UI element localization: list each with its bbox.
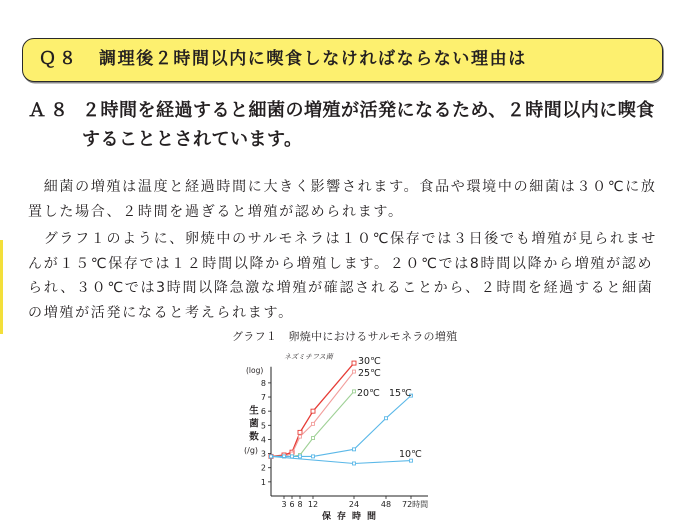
series-label-25c: 25℃ bbox=[358, 368, 381, 379]
data-point-25c bbox=[353, 370, 356, 373]
x-tick-label: 12 bbox=[307, 500, 319, 509]
series-label-10c: 10℃ bbox=[399, 449, 422, 460]
margin-marker bbox=[0, 240, 3, 334]
data-point-25c bbox=[312, 422, 315, 425]
answer-line: することとされています。 bbox=[82, 129, 303, 150]
body-line: 置した場合、２時間を過ぎると増殖が認められます。 bbox=[28, 204, 404, 220]
y-tick-label: 5 bbox=[260, 421, 266, 431]
y-tick-label: 1 bbox=[260, 477, 266, 487]
chart-subtitle: ネズミチフス菌 bbox=[284, 353, 333, 361]
x-tick-label: 24 bbox=[348, 500, 360, 509]
y-tick-label: 6 bbox=[260, 407, 266, 417]
data-point-30c bbox=[352, 361, 356, 365]
x-tick-label: 3 bbox=[281, 500, 287, 509]
question-label: Ｑ８ bbox=[39, 49, 79, 69]
question-box bbox=[22, 38, 663, 82]
data-point-15c bbox=[291, 455, 294, 458]
body-line: の増殖が活発になると考えられます。 bbox=[28, 304, 294, 321]
y-tick-label: 8 bbox=[260, 378, 266, 388]
y-tick-label: 2 bbox=[260, 463, 266, 473]
data-point-15c bbox=[299, 455, 302, 458]
data-point-20c bbox=[353, 390, 356, 393]
x-tick-label: 8 bbox=[297, 500, 303, 509]
body-line: られ、３０℃では3時間以降急激な増殖が確認されることから、２時間を経過すると細菌 bbox=[28, 280, 654, 296]
data-point-15c bbox=[385, 417, 388, 420]
x-axis-label: 保存時間 bbox=[322, 512, 383, 522]
y-tick-label: 4 bbox=[260, 435, 266, 445]
body-line: 細菌の増殖は温度と経過時間に大きく影響されます。食品や環境中の細菌は３０℃に放 bbox=[43, 179, 657, 195]
paragraph bbox=[28, 227, 668, 325]
line-chart bbox=[225, 345, 440, 531]
answer-label: Ａ８ bbox=[28, 100, 72, 121]
body-line: グラフ１のように、卵焼中のサルモネラは１０℃保存では３日後でも増殖が見られませ bbox=[43, 231, 658, 247]
y-tick-label: 3 bbox=[260, 449, 266, 459]
x-tick-label: 72時間 bbox=[402, 500, 429, 509]
paragraph bbox=[28, 175, 668, 225]
data-point-25c bbox=[299, 435, 302, 438]
y-axis-unit: (/g) bbox=[244, 446, 259, 455]
series-label-30c: 30℃ bbox=[358, 356, 381, 367]
series-label-20c: 20℃ bbox=[357, 388, 380, 399]
answer-line: ２時間を経過すると細菌の増殖が活発になるため、２時間以内に喫食 bbox=[82, 100, 655, 121]
chart-title: グラフ１ 卵焼中におけるサルモネラの増殖 bbox=[232, 330, 458, 343]
question-text: 調理後２時間以内に喫食しなければならない理由は bbox=[99, 49, 527, 69]
series-line-25c bbox=[271, 372, 354, 457]
data-point-30c bbox=[298, 430, 302, 434]
data-point-20c bbox=[312, 437, 315, 440]
x-tick-label: 48 bbox=[380, 500, 392, 509]
body-line: んが１５℃保存では１２時間以降から増殖します。２０℃では8時間以降から増殖が認め bbox=[28, 255, 654, 272]
series-label-15c: 15℃ bbox=[389, 388, 412, 399]
data-point-15c bbox=[312, 455, 315, 458]
y-tick-label: 7 bbox=[260, 393, 266, 403]
y-axis-label: 生菌数 bbox=[247, 405, 258, 444]
data-point-10c bbox=[353, 462, 356, 465]
data-point-10c bbox=[270, 455, 273, 458]
chart-plot-area bbox=[261, 356, 428, 509]
data-point-15c bbox=[353, 448, 356, 451]
data-point-30c bbox=[311, 409, 315, 413]
x-tick-label: 6 bbox=[289, 500, 295, 509]
y-scale-label: (log) bbox=[246, 366, 264, 375]
series-line-15c bbox=[271, 396, 411, 457]
